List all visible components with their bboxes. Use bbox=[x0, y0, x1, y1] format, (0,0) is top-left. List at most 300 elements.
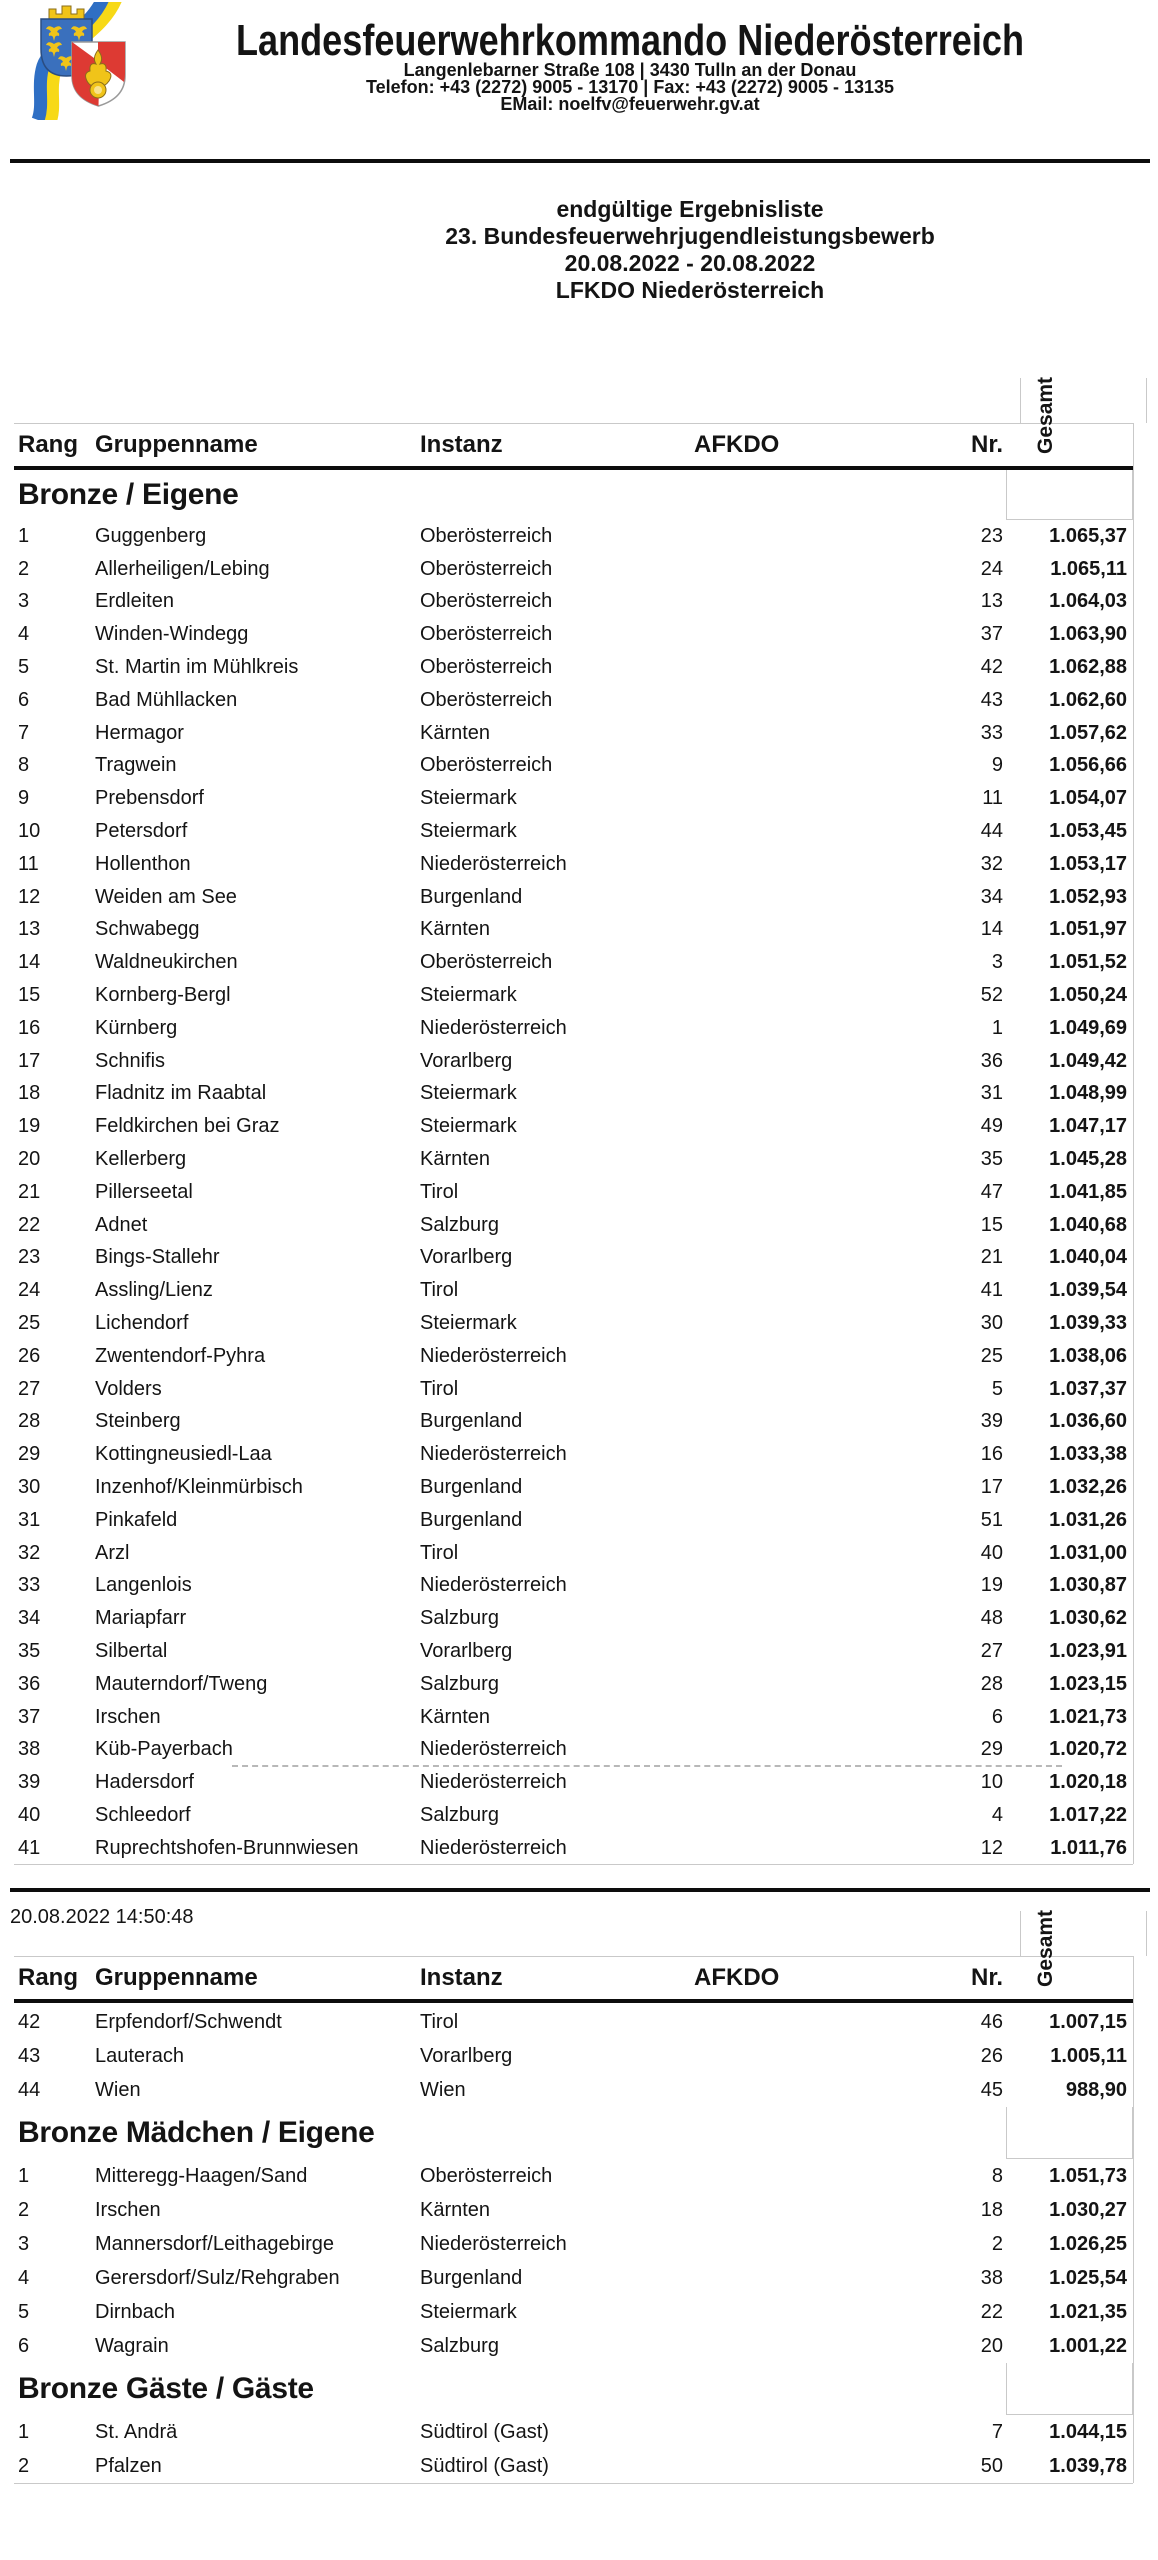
result-row bbox=[14, 1602, 1133, 1635]
cell-rang: 14 bbox=[18, 951, 41, 974]
cell-rang: 1 bbox=[18, 2164, 30, 2187]
cell-name: Schwabegg bbox=[95, 918, 200, 941]
result-row bbox=[14, 1701, 1133, 1734]
cell-name: Steinberg bbox=[95, 1410, 181, 1433]
cell-instanz: Niederösterreich bbox=[420, 852, 567, 875]
cell-nr: 7 bbox=[991, 2420, 1003, 2443]
result-row bbox=[14, 1733, 1133, 1766]
result-row bbox=[14, 1045, 1133, 1078]
cell-instanz: Oberösterreich bbox=[420, 656, 553, 679]
cell-nr: 52 bbox=[980, 984, 1003, 1007]
cell-gesamt: 1.032,26 bbox=[1049, 1476, 1127, 1498]
cell-name: Assling/Lienz bbox=[95, 1279, 213, 1302]
cell-name: Kottingneusiedl-Laa bbox=[95, 1443, 272, 1466]
cell-rang: 10 bbox=[18, 820, 41, 843]
result-row bbox=[14, 1504, 1133, 1537]
cell-nr: 16 bbox=[980, 1443, 1003, 1466]
cell-gesamt: 1.021,73 bbox=[1049, 1705, 1127, 1728]
cell-name: Volders bbox=[95, 1377, 162, 1400]
cell-rang: 6 bbox=[18, 688, 30, 711]
cell-instanz: Oberösterreich bbox=[420, 2164, 553, 2187]
column-header-instanz: Instanz bbox=[420, 431, 503, 458]
result-row bbox=[14, 1799, 1133, 1832]
cell-rang: 36 bbox=[18, 1672, 41, 1695]
cell-instanz: Tirol bbox=[420, 2010, 459, 2033]
cell-gesamt: 1.040,04 bbox=[1049, 1246, 1127, 1269]
cell-rang: 29 bbox=[18, 1443, 41, 1466]
cell-name: Hollenthon bbox=[95, 852, 191, 875]
cell-gesamt: 1.011,76 bbox=[1050, 1836, 1127, 1859]
cell-nr: 50 bbox=[980, 2454, 1003, 2477]
table2-right-border bbox=[1133, 1956, 1134, 2483]
section-heading-row bbox=[14, 2107, 1133, 2159]
result-row bbox=[14, 717, 1133, 750]
cell-nr: 17 bbox=[980, 1476, 1003, 1498]
cell-name: Hadersdorf bbox=[95, 1771, 194, 1794]
cell-nr: 19 bbox=[980, 1574, 1003, 1597]
result-row bbox=[14, 1143, 1133, 1176]
cell-name: Feldkirchen bei Graz bbox=[95, 1115, 280, 1138]
cell-rang: 3 bbox=[18, 590, 30, 613]
cell-gesamt: 1.023,91 bbox=[1049, 1639, 1127, 1662]
result-row bbox=[14, 1110, 1133, 1143]
cell-name: Hermagor bbox=[95, 721, 184, 744]
table-header-page1 bbox=[14, 376, 1133, 470]
cell-name: Mannersdorf/Leithagebirge bbox=[95, 2232, 335, 2255]
cell-instanz: Oberösterreich bbox=[420, 623, 553, 646]
cell-instanz: Niederösterreich bbox=[420, 1016, 567, 1039]
result-row bbox=[14, 979, 1133, 1012]
cell-gesamt: 1.065,11 bbox=[1050, 557, 1127, 580]
cell-rang: 13 bbox=[18, 918, 41, 941]
cell-rang: 5 bbox=[18, 2300, 30, 2323]
section-heading: Bronze Mädchen / Eigene bbox=[18, 2116, 375, 2149]
cell-gesamt: 1.017,22 bbox=[1049, 1803, 1127, 1826]
cell-nr: 28 bbox=[980, 1672, 1003, 1695]
cell-nr: 49 bbox=[980, 1115, 1003, 1138]
cell-instanz: Niederösterreich bbox=[420, 1738, 567, 1761]
result-row bbox=[14, 1537, 1133, 1570]
cell-rang: 1 bbox=[18, 2420, 30, 2443]
cell-instanz: Tirol bbox=[420, 1377, 459, 1400]
cell-gesamt: 1.020,18 bbox=[1049, 1771, 1127, 1794]
cell-gesamt: 1.031,26 bbox=[1049, 1508, 1127, 1531]
cell-rang: 2 bbox=[18, 2454, 30, 2477]
cell-name: Bings-Stallehr bbox=[95, 1246, 220, 1269]
result-row bbox=[14, 2005, 1133, 2039]
cell-nr: 32 bbox=[980, 852, 1003, 875]
cell-instanz: Kärnten bbox=[420, 2198, 491, 2221]
cell-instanz: Salzburg bbox=[420, 1803, 499, 1826]
result-row bbox=[14, 1209, 1133, 1242]
cell-name: Arzl bbox=[95, 1541, 130, 1564]
cell-nr: 9 bbox=[991, 754, 1003, 777]
cell-nr: 15 bbox=[980, 1213, 1003, 1236]
cell-rang: 40 bbox=[18, 1803, 41, 1826]
cell-rang: 12 bbox=[18, 885, 41, 908]
cell-gesamt: 1.023,15 bbox=[1049, 1672, 1127, 1695]
cell-name: Waldneukirchen bbox=[95, 951, 238, 974]
cell-gesamt: 988,90 bbox=[1065, 2078, 1127, 2101]
column-header-gesamt-rotated: Gesamt bbox=[1034, 1909, 1057, 1987]
phone-fax-line: Telefon: +43 (2272) 9005 - 13170 | Fax: +43 (2272) 9005 - 13135 bbox=[365, 77, 895, 97]
cell-name: Winden-Windegg bbox=[95, 623, 249, 646]
cell-nr: 51 bbox=[980, 1508, 1003, 1531]
result-row bbox=[14, 2193, 1133, 2227]
result-row bbox=[14, 782, 1133, 815]
cell-nr: 29 bbox=[980, 1738, 1003, 1761]
cell-name: Irschen bbox=[95, 1705, 161, 1728]
cell-name: Schnifis bbox=[95, 1049, 166, 1072]
letterhead-divider bbox=[10, 159, 1150, 163]
cell-rang: 2 bbox=[18, 557, 30, 580]
cell-gesamt: 1.050,24 bbox=[1049, 984, 1127, 1007]
cell-name: Zwentendorf-Pyhra bbox=[95, 1344, 266, 1367]
table1-bottom-border bbox=[14, 1864, 1133, 1865]
cell-rang: 1 bbox=[18, 524, 30, 547]
column-header-afkdo: AFKDO bbox=[694, 431, 780, 458]
cell-instanz: Kärnten bbox=[420, 721, 491, 744]
cell-instanz: Burgenland bbox=[420, 1508, 523, 1531]
cell-name: Kellerberg bbox=[95, 1148, 187, 1171]
cell-nr: 4 bbox=[991, 1803, 1003, 1826]
cell-rang: 19 bbox=[18, 1115, 41, 1138]
cell-nr: 8 bbox=[991, 2164, 1003, 2187]
cell-name: Fladnitz im Raabtal bbox=[95, 1082, 267, 1105]
result-row bbox=[14, 914, 1133, 947]
cell-nr: 45 bbox=[980, 2078, 1003, 2101]
result-row bbox=[14, 651, 1133, 684]
cell-name: St. Andrä bbox=[95, 2420, 178, 2443]
cell-instanz: Niederösterreich bbox=[420, 2232, 567, 2255]
cell-rang: 18 bbox=[18, 1082, 41, 1105]
result-row bbox=[14, 553, 1133, 586]
cell-instanz: Salzburg bbox=[420, 2334, 499, 2357]
organization-address bbox=[100, 62, 1158, 113]
cell-instanz: Niederösterreich bbox=[420, 1836, 567, 1859]
cell-nr: 18 bbox=[980, 2198, 1003, 2221]
result-row bbox=[14, 1012, 1133, 1045]
cell-nr: 37 bbox=[980, 623, 1003, 646]
cell-nr: 13 bbox=[980, 590, 1003, 613]
column-header-gruppenname: Gruppenname bbox=[95, 1964, 258, 1991]
cell-instanz: Oberösterreich bbox=[420, 688, 553, 711]
cell-gesamt: 1.026,25 bbox=[1049, 2232, 1127, 2255]
cell-rang: 38 bbox=[18, 1738, 41, 1761]
cell-nr: 48 bbox=[980, 1607, 1003, 1630]
cell-rang: 5 bbox=[18, 656, 30, 679]
result-row bbox=[14, 520, 1133, 553]
section-heading: Bronze / Eigene bbox=[18, 478, 239, 511]
result-row bbox=[14, 946, 1133, 979]
cell-nr: 34 bbox=[980, 885, 1003, 908]
cell-nr: 24 bbox=[980, 557, 1003, 580]
cell-rang: 30 bbox=[18, 1476, 41, 1498]
cell-rang: 7 bbox=[18, 721, 30, 744]
cell-instanz: Kärnten bbox=[420, 1148, 491, 1171]
cell-nr: 22 bbox=[980, 2300, 1003, 2323]
cell-rang: 39 bbox=[18, 1771, 41, 1794]
cell-instanz: Tirol bbox=[420, 1541, 459, 1564]
cell-name: Dirnbach bbox=[95, 2300, 176, 2323]
cell-rang: 26 bbox=[18, 1344, 41, 1367]
cell-gesamt: 1.033,38 bbox=[1049, 1443, 1127, 1466]
cell-name: Kürnberg bbox=[95, 1016, 178, 1039]
table1-right-border bbox=[1133, 423, 1134, 1864]
cell-nr: 6 bbox=[991, 1705, 1003, 1728]
cell-nr: 3 bbox=[991, 951, 1003, 974]
document-title-block bbox=[222, 196, 1158, 304]
result-row bbox=[14, 1832, 1133, 1865]
cell-rang: 11 bbox=[18, 852, 39, 875]
cell-rang: 22 bbox=[18, 1213, 41, 1236]
cell-gesamt: 1.037,37 bbox=[1049, 1377, 1127, 1400]
results-table-page2 bbox=[14, 2005, 1133, 2483]
cell-instanz: Vorarlberg bbox=[420, 1246, 513, 1269]
address-line: Langenlebarner Straße 108 | 3430 Tulln an der Donau bbox=[403, 60, 857, 80]
cell-name: Schleedorf bbox=[95, 1803, 191, 1826]
cell-name: Kornberg-Bergl bbox=[95, 984, 231, 1007]
title-line-4: LFKDO Niederösterreich bbox=[555, 277, 825, 303]
crown bbox=[49, 6, 84, 19]
result-row bbox=[14, 1668, 1133, 1701]
page-break-divider bbox=[10, 1888, 1150, 1892]
cell-name: Inzenhof/Kleinmürbisch bbox=[95, 1476, 303, 1498]
column-header-instanz: Instanz bbox=[420, 1964, 503, 1991]
cell-name: Tragwein bbox=[95, 754, 177, 777]
cell-instanz: Salzburg bbox=[420, 1213, 499, 1236]
cell-nr: 25 bbox=[980, 1344, 1003, 1367]
title-line-3: 20.08.2022 - 20.08.2022 bbox=[564, 250, 816, 276]
cell-name: Küb-Payerbach bbox=[95, 1738, 233, 1761]
result-row bbox=[14, 1078, 1133, 1111]
cell-rang: 28 bbox=[18, 1410, 41, 1433]
cell-nr: 31 bbox=[980, 1082, 1003, 1105]
cell-nr: 35 bbox=[980, 1148, 1003, 1171]
cell-name: Erdleiten bbox=[95, 590, 174, 613]
cell-nr: 46 bbox=[980, 2010, 1003, 2033]
print-timestamp: 20.08.2022 14:50:48 bbox=[10, 1906, 194, 1928]
cell-rang: 21 bbox=[18, 1180, 41, 1203]
cell-gesamt: 1.057,62 bbox=[1049, 721, 1127, 744]
cell-instanz: Oberösterreich bbox=[420, 951, 553, 974]
cell-gesamt: 1.041,85 bbox=[1049, 1180, 1127, 1203]
cell-gesamt: 1.021,35 bbox=[1049, 2300, 1127, 2323]
result-row bbox=[14, 2261, 1133, 2295]
cell-nr: 38 bbox=[980, 2266, 1003, 2289]
cell-instanz: Niederösterreich bbox=[420, 1344, 567, 1367]
cell-nr: 43 bbox=[980, 688, 1003, 711]
cell-nr: 14 bbox=[980, 918, 1003, 941]
cell-instanz: Salzburg bbox=[420, 1672, 499, 1695]
result-row bbox=[14, 1438, 1133, 1471]
cell-gesamt: 1.005,11 bbox=[1050, 2044, 1127, 2067]
cell-name: Langenlois bbox=[95, 1574, 192, 1597]
cell-instanz: Salzburg bbox=[420, 1607, 499, 1630]
cell-instanz: Wien bbox=[420, 2078, 466, 2101]
cell-nr: 23 bbox=[980, 524, 1003, 547]
cell-instanz: Tirol bbox=[420, 1279, 459, 1302]
cell-name: Lauterach bbox=[95, 2044, 184, 2067]
gesamt-empty-cell bbox=[1006, 2363, 1133, 2415]
result-row bbox=[14, 2159, 1133, 2193]
result-row bbox=[14, 1242, 1133, 1275]
cell-instanz: Kärnten bbox=[420, 918, 491, 941]
cell-instanz: Niederösterreich bbox=[420, 1574, 567, 1597]
cell-name: Petersdorf bbox=[95, 820, 188, 843]
cell-name: Gerersdorf/Sulz/Rehgraben bbox=[95, 2266, 340, 2289]
result-row bbox=[14, 618, 1133, 651]
result-row bbox=[14, 848, 1133, 881]
cell-name: Ruprechtshofen-Brunnwiesen bbox=[95, 1836, 359, 1859]
cell-gesamt: 1.051,97 bbox=[1049, 918, 1127, 941]
cell-gesamt: 1.045,28 bbox=[1049, 1148, 1127, 1171]
cell-name: Pinkafeld bbox=[95, 1508, 178, 1531]
cell-instanz: Vorarlberg bbox=[420, 1049, 513, 1072]
cell-rang: 6 bbox=[18, 2334, 30, 2357]
cell-name: Prebensdorf bbox=[95, 787, 204, 810]
cell-nr: 12 bbox=[980, 1836, 1003, 1859]
cell-instanz: Kärnten bbox=[420, 1705, 491, 1728]
cell-nr: 30 bbox=[980, 1312, 1003, 1335]
result-row bbox=[14, 2039, 1133, 2073]
cell-nr: 33 bbox=[980, 721, 1003, 744]
cell-name: Wien bbox=[95, 2078, 141, 2101]
result-row bbox=[14, 1373, 1133, 1406]
cell-name: Weiden am See bbox=[95, 885, 237, 908]
column-header-rang: Rang bbox=[18, 431, 78, 458]
column-header-afkdo: AFKDO bbox=[694, 1964, 780, 1991]
section-heading-row bbox=[14, 470, 1133, 520]
cell-rang: 8 bbox=[18, 754, 30, 777]
result-row bbox=[14, 1570, 1133, 1603]
cell-gesamt: 1.038,06 bbox=[1049, 1344, 1127, 1367]
cell-gesamt: 1.048,99 bbox=[1049, 1082, 1127, 1105]
results-table-page1 bbox=[14, 470, 1133, 1865]
cell-nr: 5 bbox=[991, 1377, 1003, 1400]
cell-rang: 25 bbox=[18, 1312, 41, 1335]
cell-nr: 26 bbox=[980, 2044, 1003, 2067]
gesamt-empty-cell bbox=[1006, 470, 1133, 520]
cell-gesamt: 1.049,69 bbox=[1049, 1016, 1127, 1039]
cell-instanz: Vorarlberg bbox=[420, 2044, 513, 2067]
cell-rang: 4 bbox=[18, 2266, 30, 2289]
section-heading-row bbox=[14, 2363, 1133, 2415]
cell-gesamt: 1.030,87 bbox=[1049, 1574, 1127, 1597]
result-row bbox=[14, 586, 1133, 619]
cell-gesamt: 1.051,73 bbox=[1049, 2164, 1127, 2187]
cell-name: Allerheiligen/Lebing bbox=[95, 557, 270, 580]
email-line: EMail: noelfv@feuerwehr.gv.at bbox=[500, 94, 760, 114]
result-row bbox=[14, 1176, 1133, 1209]
cell-gesamt: 1.054,07 bbox=[1049, 787, 1127, 810]
cell-name: Mitteregg-Haagen/Sand bbox=[95, 2164, 308, 2187]
cell-instanz: Burgenland bbox=[420, 1410, 523, 1433]
cell-gesamt: 1.062,60 bbox=[1049, 688, 1127, 711]
cell-nr: 21 bbox=[980, 1246, 1003, 1269]
column-header-gruppenname: Gruppenname bbox=[95, 431, 258, 458]
cell-gesamt: 1.030,62 bbox=[1049, 1607, 1127, 1630]
cell-rang: 27 bbox=[18, 1377, 41, 1400]
cell-gesamt: 1.025,54 bbox=[1049, 2266, 1127, 2289]
cell-instanz: Burgenland bbox=[420, 2266, 523, 2289]
cell-gesamt: 1.020,72 bbox=[1049, 1738, 1127, 1761]
cell-instanz: Oberösterreich bbox=[420, 557, 553, 580]
cell-instanz: Steiermark bbox=[420, 1082, 517, 1105]
cell-rang: 41 bbox=[18, 1836, 41, 1859]
cell-rang: 17 bbox=[18, 1049, 41, 1072]
table2-bottom-border bbox=[14, 2483, 1133, 2484]
cell-gesamt: 1.052,93 bbox=[1049, 885, 1127, 908]
cell-rang: 42 bbox=[18, 2010, 41, 2033]
column-header-nr: Nr. bbox=[970, 1964, 1003, 1991]
cell-gesamt: 1.039,78 bbox=[1049, 2454, 1127, 2477]
cell-name: Mauterndorf/Tweng bbox=[95, 1672, 268, 1695]
cell-rang: 2 bbox=[18, 2198, 30, 2221]
title-line-2: 23. Bundesfeuerwehrjugendleistungsbewerb bbox=[445, 223, 935, 249]
cell-rang: 34 bbox=[18, 1607, 41, 1630]
cell-name: St. Martin im Mühlkreis bbox=[95, 656, 299, 679]
cell-rang: 31 bbox=[18, 1508, 41, 1531]
cell-instanz: Steiermark bbox=[420, 984, 517, 1007]
cell-nr: 44 bbox=[980, 820, 1003, 843]
cell-gesamt: 1.064,03 bbox=[1049, 590, 1127, 613]
cell-name: Adnet bbox=[95, 1213, 148, 1236]
cell-nr: 27 bbox=[980, 1639, 1003, 1662]
result-row bbox=[14, 2227, 1133, 2261]
cell-name: Erpfendorf/Schwendt bbox=[95, 2010, 282, 2033]
cell-nr: 11 bbox=[982, 787, 1003, 810]
column-header-rang: Rang bbox=[18, 1964, 78, 1991]
cell-gesamt: 1.056,66 bbox=[1049, 754, 1127, 777]
cell-rang: 9 bbox=[18, 787, 30, 810]
cell-instanz: Burgenland bbox=[420, 1476, 523, 1498]
result-row bbox=[14, 881, 1133, 914]
result-row bbox=[14, 750, 1133, 783]
title-line-1: endgültige Ergebnisliste bbox=[556, 196, 824, 222]
cell-instanz: Niederösterreich bbox=[420, 1443, 567, 1466]
cell-rang: 20 bbox=[18, 1148, 41, 1171]
cell-name: Wagrain bbox=[95, 2334, 169, 2357]
result-row bbox=[14, 1307, 1133, 1340]
result-row bbox=[14, 684, 1133, 717]
cell-instanz: Steiermark bbox=[420, 2300, 517, 2323]
scan-artifact-dashed-line bbox=[232, 1765, 1062, 1767]
result-row bbox=[14, 2073, 1133, 2107]
cell-name: Silbertal bbox=[95, 1639, 168, 1662]
cell-instanz: Südtirol (Gast) bbox=[420, 2420, 549, 2443]
result-row bbox=[14, 1471, 1133, 1504]
result-row bbox=[14, 1635, 1133, 1668]
cell-nr: 39 bbox=[980, 1410, 1003, 1433]
cell-instanz: Oberösterreich bbox=[420, 754, 553, 777]
cell-gesamt: 1.063,90 bbox=[1049, 623, 1127, 646]
cell-gesamt: 1.007,15 bbox=[1049, 2010, 1127, 2033]
cell-nr: 42 bbox=[980, 656, 1003, 679]
cell-nr: 40 bbox=[980, 1541, 1003, 1564]
cell-gesamt: 1.062,88 bbox=[1049, 656, 1127, 679]
cell-name: Mariapfarr bbox=[95, 1607, 187, 1630]
result-row bbox=[14, 2449, 1133, 2483]
result-row bbox=[14, 2415, 1133, 2449]
cell-gesamt: 1.047,17 bbox=[1049, 1115, 1127, 1138]
cell-rang: 23 bbox=[18, 1246, 41, 1269]
cell-gesamt: 1.065,37 bbox=[1049, 524, 1127, 547]
cell-gesamt: 1.053,45 bbox=[1049, 820, 1127, 843]
cell-nr: 2 bbox=[991, 2232, 1003, 2255]
cell-name: Pillerseetal bbox=[95, 1180, 193, 1203]
result-row bbox=[14, 1274, 1133, 1307]
